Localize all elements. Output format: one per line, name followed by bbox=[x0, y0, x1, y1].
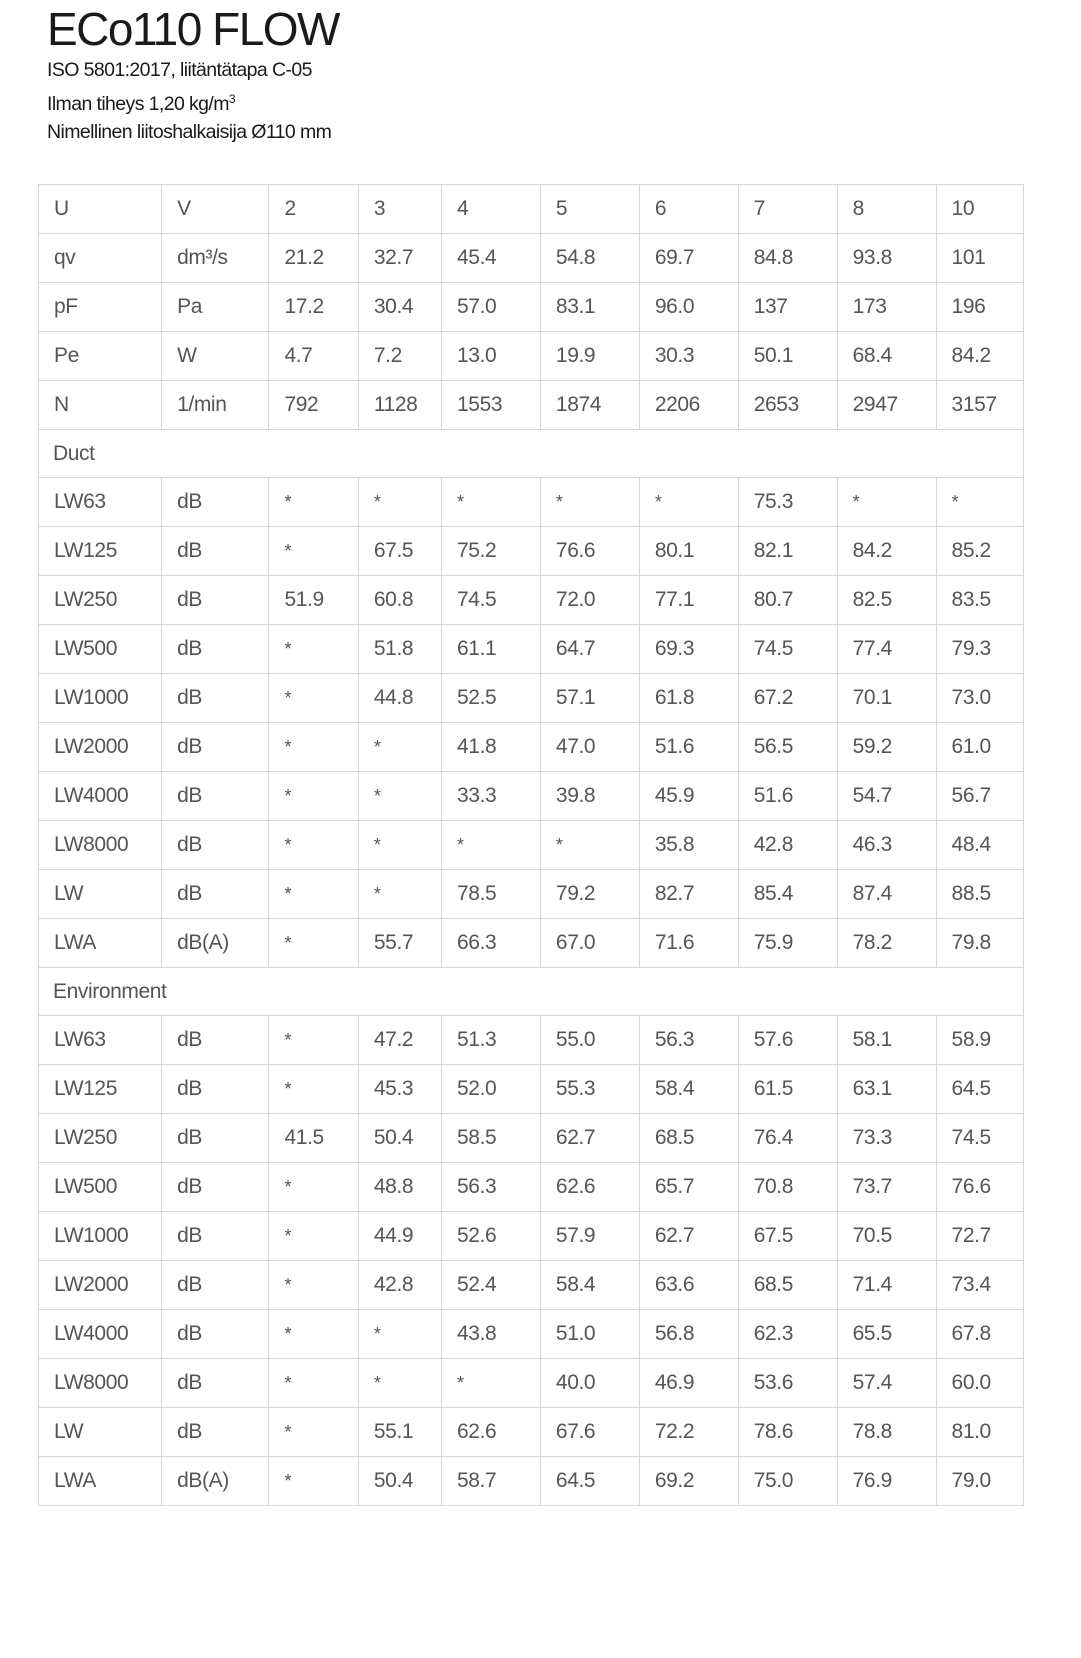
value-cell: * bbox=[269, 919, 358, 968]
value-cell: 51.6 bbox=[738, 772, 837, 821]
value-cell: 48.8 bbox=[358, 1163, 441, 1212]
value-cell: 58.4 bbox=[639, 1065, 738, 1114]
value-cell: 8 bbox=[837, 185, 936, 234]
value-cell: 56.5 bbox=[738, 723, 837, 772]
value-cell: 96.0 bbox=[639, 283, 738, 332]
value-cell: 73.3 bbox=[837, 1114, 936, 1163]
table-row bbox=[39, 1408, 1024, 1457]
value-cell: 62.7 bbox=[639, 1212, 738, 1261]
row-label-cell: N bbox=[39, 381, 162, 430]
value-cell: 53.6 bbox=[738, 1359, 837, 1408]
table-row bbox=[39, 527, 1024, 576]
air-density-unit-exponent: 3 bbox=[228, 91, 235, 106]
value-cell: 87.4 bbox=[837, 870, 936, 919]
table-row bbox=[39, 1359, 1024, 1408]
unit-cell: dB(A) bbox=[162, 1457, 269, 1506]
table-row bbox=[39, 1065, 1024, 1114]
value-cell: 69.3 bbox=[639, 625, 738, 674]
value-cell: 60.0 bbox=[936, 1359, 1023, 1408]
value-cell: 59.2 bbox=[837, 723, 936, 772]
value-cell: 2653 bbox=[738, 381, 837, 430]
unit-cell: 1/min bbox=[162, 381, 269, 430]
value-cell: 67.6 bbox=[540, 1408, 639, 1457]
value-cell: * bbox=[358, 1310, 441, 1359]
value-cell: 71.6 bbox=[639, 919, 738, 968]
value-cell: 173 bbox=[837, 283, 936, 332]
table-row bbox=[39, 234, 1024, 283]
value-cell: 85.2 bbox=[936, 527, 1023, 576]
value-cell: 47.2 bbox=[358, 1016, 441, 1065]
row-label-cell: LW500 bbox=[39, 1163, 162, 1212]
unit-cell: dB bbox=[162, 1261, 269, 1310]
value-cell: * bbox=[936, 478, 1023, 527]
value-cell: * bbox=[269, 821, 358, 870]
table-row bbox=[39, 1457, 1024, 1506]
value-cell: 7.2 bbox=[358, 332, 441, 381]
table-row bbox=[39, 821, 1024, 870]
row-label-cell: LWA bbox=[39, 1457, 162, 1506]
value-cell: 79.2 bbox=[540, 870, 639, 919]
value-cell: 72.7 bbox=[936, 1212, 1023, 1261]
value-cell: 63.1 bbox=[837, 1065, 936, 1114]
value-cell: 64.5 bbox=[540, 1457, 639, 1506]
table-row bbox=[39, 674, 1024, 723]
value-cell: 68.5 bbox=[738, 1261, 837, 1310]
value-cell: * bbox=[358, 478, 441, 527]
value-cell: 79.0 bbox=[936, 1457, 1023, 1506]
value-cell: 51.8 bbox=[358, 625, 441, 674]
value-cell: 50.4 bbox=[358, 1114, 441, 1163]
value-cell: 79.3 bbox=[936, 625, 1023, 674]
row-label-cell: qv bbox=[39, 234, 162, 283]
value-cell: * bbox=[269, 527, 358, 576]
unit-cell: dB bbox=[162, 1114, 269, 1163]
value-cell: 67.8 bbox=[936, 1310, 1023, 1359]
value-cell: 77.4 bbox=[837, 625, 936, 674]
table-row bbox=[39, 1016, 1024, 1065]
value-cell: 30.4 bbox=[358, 283, 441, 332]
value-cell: 56.3 bbox=[639, 1016, 738, 1065]
value-cell: 76.6 bbox=[540, 527, 639, 576]
value-cell: 63.6 bbox=[639, 1261, 738, 1310]
value-cell: 61.0 bbox=[936, 723, 1023, 772]
row-label-cell: LW500 bbox=[39, 625, 162, 674]
value-cell: 57.9 bbox=[540, 1212, 639, 1261]
row-label-cell: LW125 bbox=[39, 527, 162, 576]
value-cell: 6 bbox=[639, 185, 738, 234]
value-cell: 39.8 bbox=[540, 772, 639, 821]
value-cell: 85.4 bbox=[738, 870, 837, 919]
value-cell: 50.1 bbox=[738, 332, 837, 381]
value-cell: 55.7 bbox=[358, 919, 441, 968]
value-cell: 82.7 bbox=[639, 870, 738, 919]
row-label-cell: pF bbox=[39, 283, 162, 332]
value-cell: 41.8 bbox=[442, 723, 541, 772]
value-cell: 137 bbox=[738, 283, 837, 332]
value-cell: 196 bbox=[936, 283, 1023, 332]
value-cell: 61.1 bbox=[442, 625, 541, 674]
value-cell: 4.7 bbox=[269, 332, 358, 381]
value-cell: * bbox=[358, 772, 441, 821]
value-cell: 46.9 bbox=[639, 1359, 738, 1408]
value-cell: 67.2 bbox=[738, 674, 837, 723]
table-row bbox=[39, 332, 1024, 381]
value-cell: 51.0 bbox=[540, 1310, 639, 1359]
value-cell: 73.0 bbox=[936, 674, 1023, 723]
value-cell: 69.7 bbox=[639, 234, 738, 283]
value-cell: 64.5 bbox=[936, 1065, 1023, 1114]
unit-cell: dB bbox=[162, 1065, 269, 1114]
unit-cell: dB bbox=[162, 674, 269, 723]
value-cell: 75.0 bbox=[738, 1457, 837, 1506]
unit-cell: Pa bbox=[162, 283, 269, 332]
value-cell: 13.0 bbox=[442, 332, 541, 381]
value-cell: 62.6 bbox=[540, 1163, 639, 1212]
value-cell: 55.1 bbox=[358, 1408, 441, 1457]
value-cell: 48.4 bbox=[936, 821, 1023, 870]
row-label-cell: LW250 bbox=[39, 576, 162, 625]
value-cell: 83.1 bbox=[540, 283, 639, 332]
air-density-text: Ilman tiheys 1,20 kg/m bbox=[47, 92, 229, 115]
value-cell: 82.5 bbox=[837, 576, 936, 625]
value-cell: 17.2 bbox=[269, 283, 358, 332]
table-row bbox=[39, 870, 1024, 919]
row-label-cell: LW8000 bbox=[39, 821, 162, 870]
row-label-cell: LW4000 bbox=[39, 772, 162, 821]
section-row-duct bbox=[39, 430, 1024, 478]
value-cell: 51.9 bbox=[269, 576, 358, 625]
value-cell: 55.3 bbox=[540, 1065, 639, 1114]
row-label-cell: LW63 bbox=[39, 478, 162, 527]
value-cell: 7 bbox=[738, 185, 837, 234]
table-row bbox=[39, 772, 1024, 821]
value-cell: 43.8 bbox=[442, 1310, 541, 1359]
value-cell: 58.4 bbox=[540, 1261, 639, 1310]
value-cell: * bbox=[269, 1310, 358, 1359]
value-cell: 71.4 bbox=[837, 1261, 936, 1310]
value-cell: 74.5 bbox=[936, 1114, 1023, 1163]
unit-cell: dB bbox=[162, 772, 269, 821]
table-row bbox=[39, 1212, 1024, 1261]
value-cell: 84.2 bbox=[837, 527, 936, 576]
header-row bbox=[39, 185, 1024, 234]
value-cell: 101 bbox=[936, 234, 1023, 283]
value-cell: 76.6 bbox=[936, 1163, 1023, 1212]
table-row bbox=[39, 625, 1024, 674]
value-cell: 67.5 bbox=[738, 1212, 837, 1261]
value-cell: 21.2 bbox=[269, 234, 358, 283]
value-cell: 52.5 bbox=[442, 674, 541, 723]
table-row bbox=[39, 283, 1024, 332]
row-label-cell: LW125 bbox=[39, 1065, 162, 1114]
value-cell: 1874 bbox=[540, 381, 639, 430]
value-cell: 76.9 bbox=[837, 1457, 936, 1506]
value-cell: 51.6 bbox=[639, 723, 738, 772]
value-cell: 2947 bbox=[837, 381, 936, 430]
unit-cell: dB bbox=[162, 1016, 269, 1065]
value-cell: 57.1 bbox=[540, 674, 639, 723]
value-cell: 70.8 bbox=[738, 1163, 837, 1212]
value-cell: * bbox=[269, 1016, 358, 1065]
page-title: ECo110 FLOW bbox=[47, 3, 339, 55]
value-cell: * bbox=[540, 478, 639, 527]
value-cell: 52.0 bbox=[442, 1065, 541, 1114]
value-cell: * bbox=[358, 870, 441, 919]
value-cell: 70.1 bbox=[837, 674, 936, 723]
value-cell: 45.3 bbox=[358, 1065, 441, 1114]
unit-cell: dm³/s bbox=[162, 234, 269, 283]
value-cell: * bbox=[269, 1163, 358, 1212]
value-cell: 73.4 bbox=[936, 1261, 1023, 1310]
value-cell: * bbox=[358, 1359, 441, 1408]
section-label: Environment bbox=[39, 968, 1024, 1016]
table-body bbox=[39, 185, 1024, 1506]
table-row bbox=[39, 1114, 1024, 1163]
unit-cell: dB bbox=[162, 625, 269, 674]
value-cell: * bbox=[442, 821, 541, 870]
value-cell: * bbox=[269, 772, 358, 821]
value-cell: * bbox=[358, 723, 441, 772]
table-row bbox=[39, 1261, 1024, 1310]
performance-table bbox=[38, 184, 1024, 1506]
table-row bbox=[39, 919, 1024, 968]
row-label-cell: LW63 bbox=[39, 1016, 162, 1065]
value-cell: 75.3 bbox=[738, 478, 837, 527]
value-cell: 41.5 bbox=[269, 1114, 358, 1163]
value-cell: * bbox=[269, 674, 358, 723]
value-cell: 2206 bbox=[639, 381, 738, 430]
value-cell: 56.3 bbox=[442, 1163, 541, 1212]
value-cell: 64.7 bbox=[540, 625, 639, 674]
value-cell: 82.1 bbox=[738, 527, 837, 576]
value-cell: * bbox=[269, 870, 358, 919]
value-cell: 78.6 bbox=[738, 1408, 837, 1457]
value-cell: 44.9 bbox=[358, 1212, 441, 1261]
value-cell: 93.8 bbox=[837, 234, 936, 283]
value-cell: * bbox=[837, 478, 936, 527]
value-cell: * bbox=[442, 1359, 541, 1408]
value-cell: 57.4 bbox=[837, 1359, 936, 1408]
value-cell: 54.7 bbox=[837, 772, 936, 821]
row-label-cell: LW8000 bbox=[39, 1359, 162, 1408]
value-cell: * bbox=[442, 478, 541, 527]
row-label-cell: LW bbox=[39, 1408, 162, 1457]
value-cell: 60.8 bbox=[358, 576, 441, 625]
value-cell: 61.8 bbox=[639, 674, 738, 723]
value-cell: 62.6 bbox=[442, 1408, 541, 1457]
section-row-environment bbox=[39, 968, 1024, 1016]
row-label-cell: U bbox=[39, 185, 162, 234]
value-cell: * bbox=[269, 1065, 358, 1114]
value-cell: 61.5 bbox=[738, 1065, 837, 1114]
value-cell: 67.5 bbox=[358, 527, 441, 576]
value-cell: * bbox=[269, 1212, 358, 1261]
standard-line: ISO 5801:2017, liitäntätapa C-05 bbox=[47, 59, 312, 81]
row-label-cell: LWA bbox=[39, 919, 162, 968]
value-cell: 44.8 bbox=[358, 674, 441, 723]
value-cell: 58.1 bbox=[837, 1016, 936, 1065]
value-cell: 65.7 bbox=[639, 1163, 738, 1212]
value-cell: 792 bbox=[269, 381, 358, 430]
value-cell: 10 bbox=[936, 185, 1023, 234]
value-cell: 83.5 bbox=[936, 576, 1023, 625]
value-cell: 62.7 bbox=[540, 1114, 639, 1163]
value-cell: 57.0 bbox=[442, 283, 541, 332]
table-row bbox=[39, 1310, 1024, 1359]
value-cell: 65.5 bbox=[837, 1310, 936, 1359]
value-cell: 45.4 bbox=[442, 234, 541, 283]
value-cell: 46.3 bbox=[837, 821, 936, 870]
value-cell: 62.3 bbox=[738, 1310, 837, 1359]
value-cell: 51.3 bbox=[442, 1016, 541, 1065]
unit-cell: dB bbox=[162, 1408, 269, 1457]
table-row bbox=[39, 381, 1024, 430]
value-cell: 1128 bbox=[358, 381, 441, 430]
value-cell: 84.8 bbox=[738, 234, 837, 283]
row-label-cell: LW1000 bbox=[39, 1212, 162, 1261]
value-cell: 56.8 bbox=[639, 1310, 738, 1359]
row-label-cell: LW bbox=[39, 870, 162, 919]
unit-cell: dB bbox=[162, 1310, 269, 1359]
unit-cell: dB bbox=[162, 723, 269, 772]
value-cell: 54.8 bbox=[540, 234, 639, 283]
unit-cell: V bbox=[162, 185, 269, 234]
value-cell: 2 bbox=[269, 185, 358, 234]
value-cell: 75.2 bbox=[442, 527, 541, 576]
value-cell: 45.9 bbox=[639, 772, 738, 821]
value-cell: 68.4 bbox=[837, 332, 936, 381]
value-cell: 30.3 bbox=[639, 332, 738, 381]
value-cell: 3 bbox=[358, 185, 441, 234]
value-cell: * bbox=[269, 1261, 358, 1310]
value-cell: 19.9 bbox=[540, 332, 639, 381]
row-label-cell: LW2000 bbox=[39, 723, 162, 772]
air-density-line bbox=[47, 85, 339, 119]
table-row bbox=[39, 478, 1024, 527]
value-cell: 81.0 bbox=[936, 1408, 1023, 1457]
value-cell: 80.1 bbox=[639, 527, 738, 576]
value-cell: 4 bbox=[442, 185, 541, 234]
table-row bbox=[39, 1163, 1024, 1212]
value-cell: 1553 bbox=[442, 381, 541, 430]
value-cell: 74.5 bbox=[442, 576, 541, 625]
value-cell: * bbox=[269, 478, 358, 527]
table-row bbox=[39, 576, 1024, 625]
value-cell: 79.8 bbox=[936, 919, 1023, 968]
value-cell: * bbox=[269, 625, 358, 674]
value-cell: 3157 bbox=[936, 381, 1023, 430]
value-cell: 58.7 bbox=[442, 1457, 541, 1506]
value-cell: 74.5 bbox=[738, 625, 837, 674]
value-cell: * bbox=[269, 723, 358, 772]
row-label-cell: LW2000 bbox=[39, 1261, 162, 1310]
unit-cell: dB bbox=[162, 870, 269, 919]
value-cell: 52.4 bbox=[442, 1261, 541, 1310]
value-cell: 77.1 bbox=[639, 576, 738, 625]
value-cell: 72.0 bbox=[540, 576, 639, 625]
section-label: Duct bbox=[39, 430, 1024, 478]
value-cell: 72.2 bbox=[639, 1408, 738, 1457]
value-cell: 42.8 bbox=[738, 821, 837, 870]
value-cell: 58.5 bbox=[442, 1114, 541, 1163]
value-cell: 5 bbox=[540, 185, 639, 234]
value-cell: 55.0 bbox=[540, 1016, 639, 1065]
value-cell: 68.5 bbox=[639, 1114, 738, 1163]
value-cell: 35.8 bbox=[639, 821, 738, 870]
value-cell: 57.6 bbox=[738, 1016, 837, 1065]
row-label-cell: LW4000 bbox=[39, 1310, 162, 1359]
row-label-cell: LW250 bbox=[39, 1114, 162, 1163]
unit-cell: dB bbox=[162, 576, 269, 625]
unit-cell: dB(A) bbox=[162, 919, 269, 968]
value-cell: 58.9 bbox=[936, 1016, 1023, 1065]
value-cell: * bbox=[269, 1359, 358, 1408]
value-cell: 50.4 bbox=[358, 1457, 441, 1506]
value-cell: 42.8 bbox=[358, 1261, 441, 1310]
value-cell: 78.8 bbox=[837, 1408, 936, 1457]
unit-cell: dB bbox=[162, 821, 269, 870]
value-cell: 33.3 bbox=[442, 772, 541, 821]
value-cell: * bbox=[269, 1408, 358, 1457]
unit-cell: dB bbox=[162, 1212, 269, 1261]
value-cell: 70.5 bbox=[837, 1212, 936, 1261]
row-label-cell: Pe bbox=[39, 332, 162, 381]
value-cell: 78.5 bbox=[442, 870, 541, 919]
row-label-cell: LW1000 bbox=[39, 674, 162, 723]
unit-cell: dB bbox=[162, 478, 269, 527]
value-cell: 73.7 bbox=[837, 1163, 936, 1212]
value-cell: 69.2 bbox=[639, 1457, 738, 1506]
unit-cell: dB bbox=[162, 1359, 269, 1408]
value-cell: 78.2 bbox=[837, 919, 936, 968]
value-cell: 80.7 bbox=[738, 576, 837, 625]
unit-cell: dB bbox=[162, 527, 269, 576]
value-cell: 76.4 bbox=[738, 1114, 837, 1163]
value-cell: 75.9 bbox=[738, 919, 837, 968]
document-header bbox=[47, 0, 339, 147]
value-cell: * bbox=[540, 821, 639, 870]
value-cell: 40.0 bbox=[540, 1359, 639, 1408]
value-cell: 67.0 bbox=[540, 919, 639, 968]
value-cell: 32.7 bbox=[358, 234, 441, 283]
value-cell: * bbox=[639, 478, 738, 527]
unit-cell: dB bbox=[162, 1163, 269, 1212]
table-row bbox=[39, 723, 1024, 772]
value-cell: 56.7 bbox=[936, 772, 1023, 821]
value-cell: 88.5 bbox=[936, 870, 1023, 919]
value-cell: * bbox=[358, 821, 441, 870]
nominal-diameter-line: Nimellinen liitoshalkaisija Ø110 mm bbox=[47, 121, 332, 143]
unit-cell: W bbox=[162, 332, 269, 381]
value-cell: 47.0 bbox=[540, 723, 639, 772]
value-cell: * bbox=[269, 1457, 358, 1506]
value-cell: 66.3 bbox=[442, 919, 541, 968]
value-cell: 52.6 bbox=[442, 1212, 541, 1261]
value-cell: 84.2 bbox=[936, 332, 1023, 381]
